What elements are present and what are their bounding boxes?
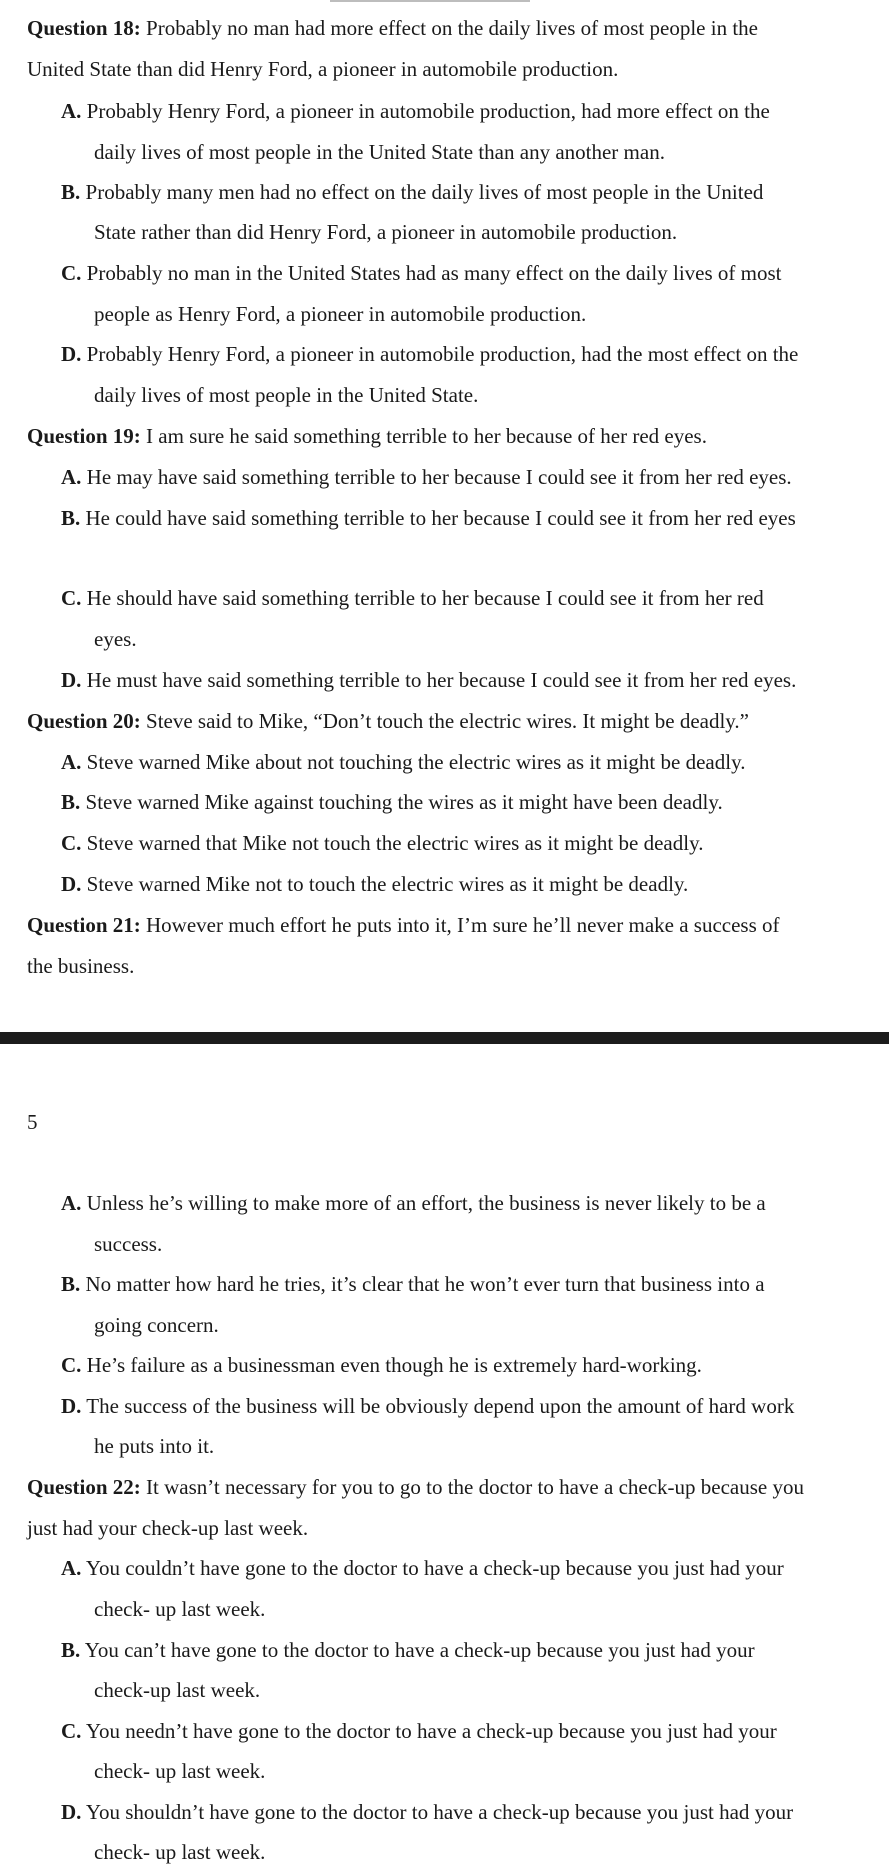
q22-option-b-cont: check-up last week. (94, 1678, 261, 1702)
q22-option-b: B. You can’t have gone to the doctor to have a check-up because you just had your (61, 1638, 755, 1662)
q21-option-b-cont: going concern. (94, 1313, 219, 1337)
top-edge-fragment (330, 0, 530, 2)
q19-option-c-cont: eyes. (94, 627, 137, 651)
question-22-stem-cont: just had your check-up last week. (27, 1516, 309, 1540)
q18-option-a-cont: daily lives of most people in the United State than any another man. (94, 140, 665, 164)
q21-option-c: C. He’s failure as a businessman even though he is extremely hard-working. (61, 1353, 702, 1377)
q18-option-c-cont: people as Henry Ford, a pioneer in automobile production. (94, 302, 587, 326)
q18-option-a: A. Probably Henry Ford, a pioneer in automobile production, had more effect on the (61, 99, 770, 123)
q22-option-a-cont: check- up last week. (94, 1597, 266, 1621)
q20-option-a: A. Steve warned Mike about not touching the electric wires as it might be deadly. (61, 750, 746, 774)
question-21-stem: Question 21: However much effort he puts into it, I’m sure he’ll never make a success of (27, 913, 780, 937)
q18-option-b: B. Probably many men had no effect on the daily lives of most people in the United (61, 180, 764, 204)
page-number: 5 (27, 1110, 38, 1134)
question-18-stem: Question 18: Probably no man had more effect on the daily lives of most people in the (27, 16, 758, 40)
q18-option-c: C. Probably no man in the United States had as many effect on the daily lives of most (61, 261, 782, 285)
q21-option-b: B. No matter how hard he tries, it’s clear that he won’t ever turn that business into a (61, 1272, 765, 1296)
q18-option-d-cont: daily lives of most people in the United State. (94, 383, 479, 407)
q20-option-d: D. Steve warned Mike not to touch the electric wires as it might be deadly. (61, 872, 689, 896)
q22-option-d: D. You shouldn’t have gone to the doctor to have a check-up because you just had your (61, 1800, 794, 1824)
q19-option-d: D. He must have said something terrible to her because I could see it from her red eyes. (61, 668, 797, 692)
question-21-stem-cont: the business. (27, 954, 135, 978)
question-22-stem: Question 22: It wasn’t necessary for you to go to the doctor to have a check-up because you (27, 1475, 804, 1499)
question-19-stem: Question 19: I am sure he said something terrible to her because of her red eyes. (27, 424, 707, 448)
question-20-stem: Question 20: Steve said to Mike, “Don’t touch the electric wires. It might be deadly.” (27, 709, 750, 733)
q21-option-d-cont: he puts into it. (94, 1434, 215, 1458)
page-break-divider (0, 1032, 889, 1044)
q20-option-b: B. Steve warned Mike against touching the wires as it might have been deadly. (61, 790, 723, 814)
q19-option-a: A. He may have said something terrible to her because I could see it from her red eyes. (61, 465, 792, 489)
q22-option-c: C. You needn’t have gone to the doctor to have a check-up because you just had your (61, 1719, 777, 1743)
q20-option-c: C. Steve warned that Mike not touch the electric wires as it might be deadly. (61, 831, 704, 855)
q19-option-b: B. He could have said something terrible to her because I could see it from her red eyes (61, 506, 796, 530)
q22-option-a: A. You couldn’t have gone to the doctor to have a check-up because you just had your (61, 1556, 784, 1580)
q21-option-d: D. The success of the business will be obviously depend upon the amount of hard work (61, 1394, 795, 1418)
q18-option-b-cont: State rather than did Henry Ford, a pioneer in automobile production. (94, 220, 678, 244)
q21-option-a: A. Unless he’s willing to make more of an effort, the business is never likely to be a (61, 1191, 766, 1215)
q19-option-c: C. He should have said something terrible to her because I could see it from her red (61, 586, 764, 610)
q22-option-c-cont: check- up last week. (94, 1759, 266, 1783)
q21-option-a-cont: success. (94, 1232, 163, 1256)
q18-option-d: D. Probably Henry Ford, a pioneer in automobile production, had the most effect on the (61, 342, 799, 366)
q22-option-d-cont: check- up last week. (94, 1840, 266, 1864)
question-18-stem-cont: United State than did Henry Ford, a pioneer in automobile production. (27, 57, 619, 81)
